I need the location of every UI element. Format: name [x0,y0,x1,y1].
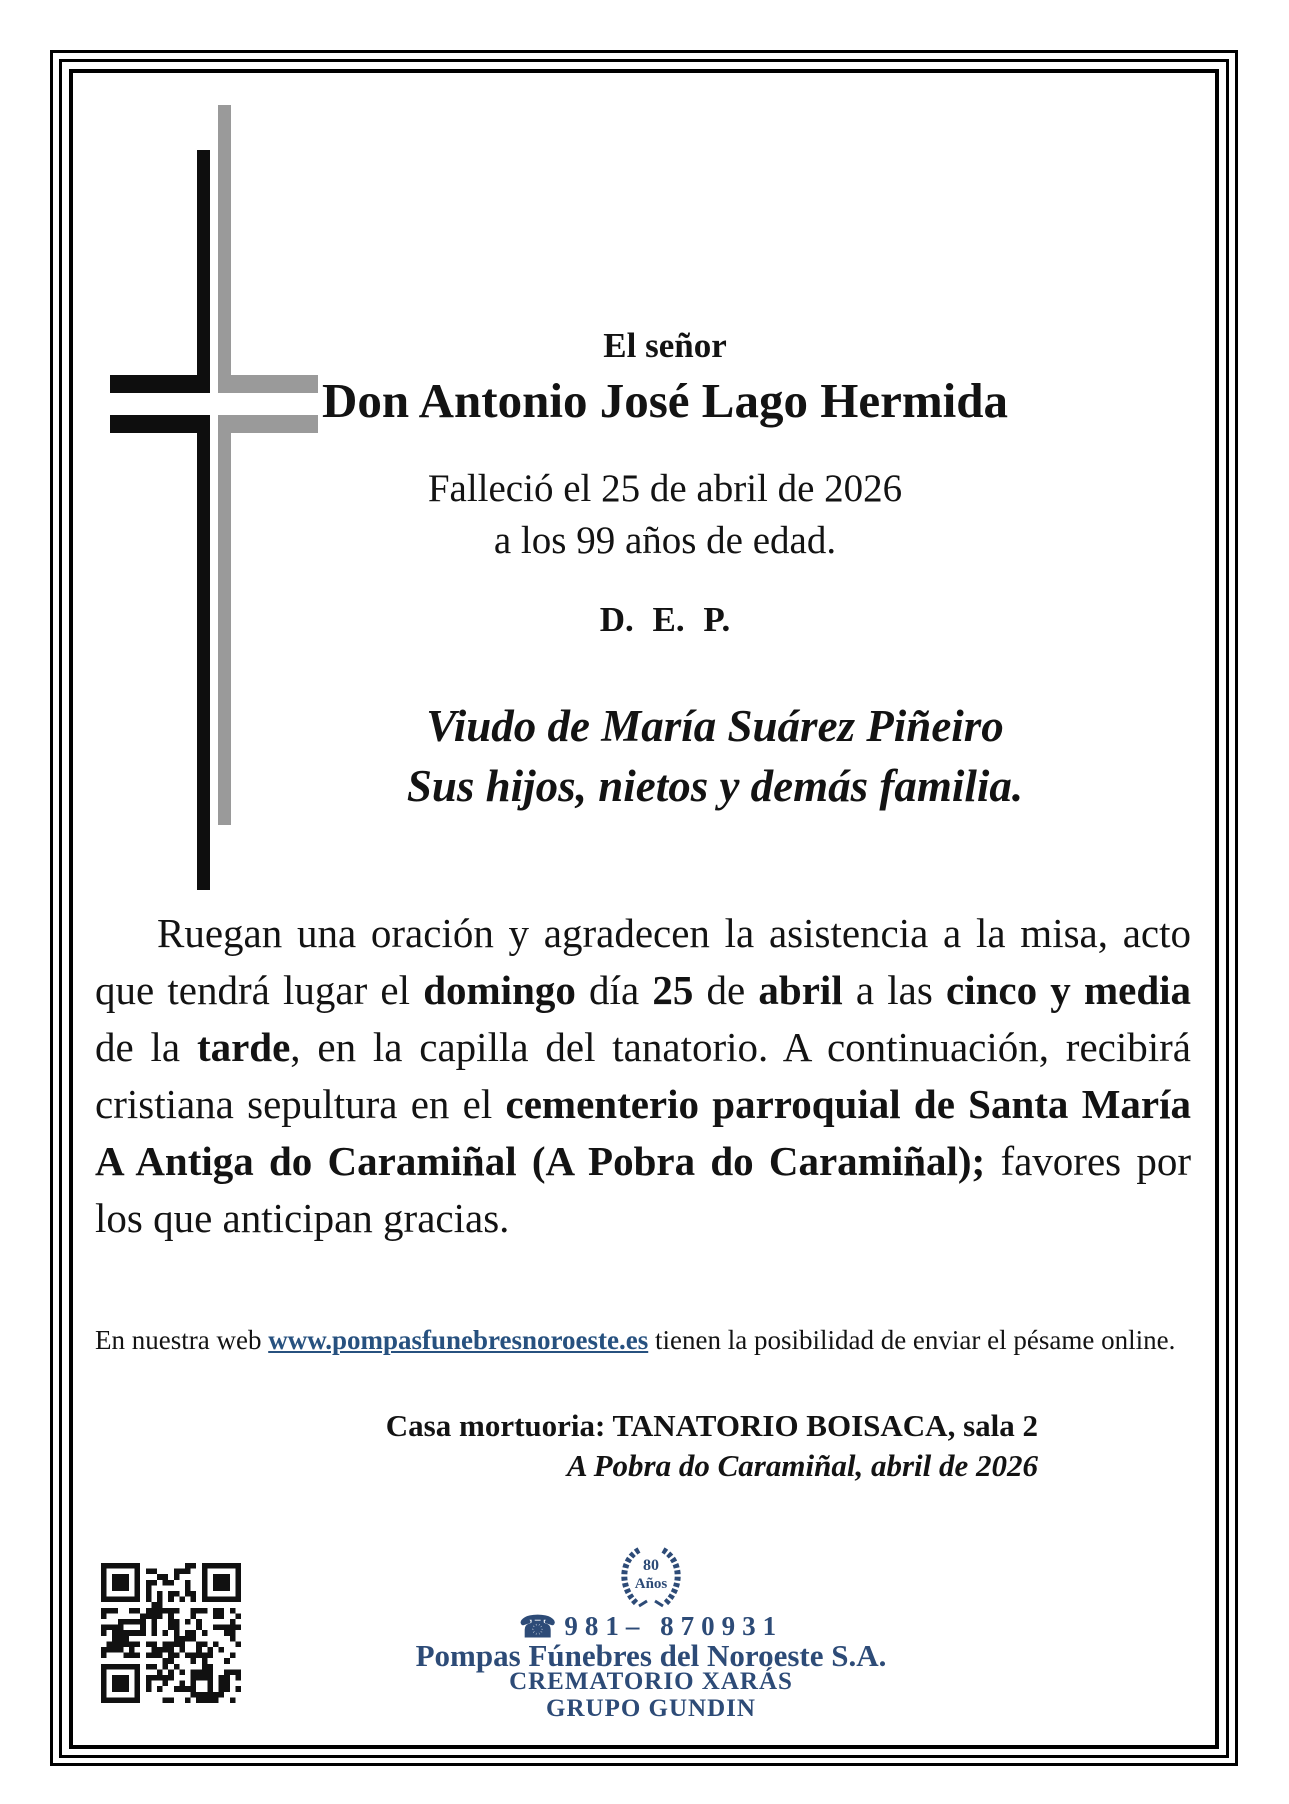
death-date-line: Falleció el 25 de abril de 2026 [427,467,903,510]
badge-80: 80 [643,1557,659,1574]
mortuary-house-line: Casa mortuoria: TANATORIO BOISACA, sala 2 [385,1408,1038,1443]
dep-abbreviation: D. E. P. [599,600,731,639]
phone-icon: ☎ [518,1611,557,1644]
mortuary-place-date-line: A Pobra do Caramiñal, abril de 2026 [566,1448,1038,1483]
relatives-line-1: Viudo de María Suárez Piñeiro [426,701,1004,751]
group-name: GRUPO GUNDIN [546,1695,756,1722]
death-age-line: a los 99 años de edad. [493,519,837,562]
crematorium-name: CREMATORIO XARÁS [509,1668,793,1695]
salutation: El señor [603,326,727,365]
website-link[interactable]: www.pompasfunebresnoroeste.es [268,1325,649,1355]
deceased-name: Don Antonio José Lago Hermida [321,373,1009,428]
relatives-line-2: Sus hijos, nietos y demás familia. [406,761,1024,811]
phone-number: 981– 870931 [564,1611,784,1641]
website-line-prefix: En nuestra web [95,1325,269,1355]
website-line [95,1325,1205,1356]
funeral-company-name: Pompas Fúnebres del Noroeste S.A. [415,1638,887,1673]
badge-anos: Años [634,1576,668,1592]
website-line-suffix: tienen la posibilidad de enviar el pésame online. [648,1325,1176,1355]
laurel-wreath-80-years-icon [609,1546,693,1612]
funeral-notice-paragraph: Ruegan una oración y agradecen la asistencia a la misa, acto que tendrá lugar el domingo día 25 de abril a las cinco y media de la tarde, en la capilla del tanatorio. A continuación, recibirá cristiana sepultura en el cementerio parroquial de Santa María A Antiga do Caramiñal (A Pobra do Caramiñal); favores por los que anticipan gracias. [95,910,1192,1241]
